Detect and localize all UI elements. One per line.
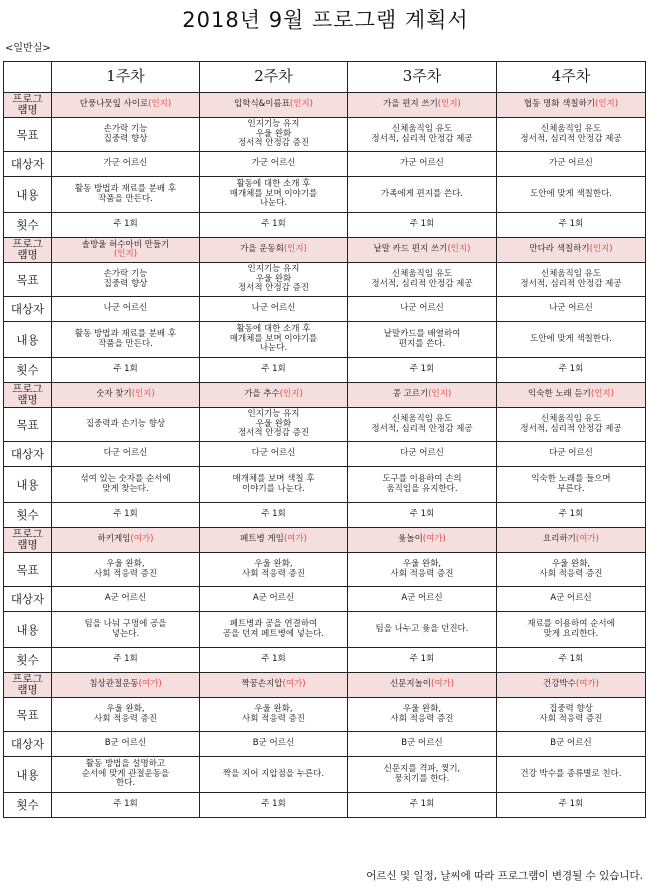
target-label: 대상자 xyxy=(4,732,52,757)
schedule-body xyxy=(4,93,646,818)
count-cell: 주 1회 xyxy=(200,213,348,238)
target-cell: A군 어르신 xyxy=(348,587,497,612)
count-cell: 주 1회 xyxy=(52,648,200,673)
program-name-cell xyxy=(200,93,348,118)
goal-cell: 우울 완화, 사회 적응력 증진 xyxy=(200,698,348,732)
content-cell: 도구를 이용하여 손의 움직임을 유지한다. xyxy=(348,467,497,503)
goal-label: 목표 xyxy=(4,118,52,152)
count-cell: 주 1회 xyxy=(52,213,200,238)
program-title: 짝꿍손지압 xyxy=(241,679,283,690)
target-row xyxy=(4,732,646,757)
content-cell: 가족에게 편지를 쓴다. xyxy=(348,177,497,213)
program-type: (인지) xyxy=(131,389,155,400)
count-cell: 주 1회 xyxy=(348,213,497,238)
program-name-cell xyxy=(200,528,348,553)
program-title: 신문지놀이 xyxy=(389,679,431,690)
target-cell: 가군 어르신 xyxy=(52,152,200,177)
program-name-row xyxy=(4,93,646,118)
program-title: 가을 추수 xyxy=(244,389,280,400)
corner-cell xyxy=(4,62,52,93)
program-name-cell xyxy=(497,673,646,698)
goal-cell: 손가락 기능 집중력 향상 xyxy=(52,118,200,152)
program-name-row xyxy=(4,383,646,408)
program-name-label: 프로그 램명 xyxy=(4,383,52,408)
goal-label: 목표 xyxy=(4,263,52,297)
goal-cell: 우울 완화, 사회 적응력 증진 xyxy=(348,698,497,732)
program-name-cell xyxy=(348,238,497,263)
content-label: 내용 xyxy=(4,322,52,358)
goal-cell: 인지기능 유지 우울 완화 정서적 안정감 증진 xyxy=(200,408,348,442)
count-row xyxy=(4,793,646,818)
program-name-row xyxy=(4,673,646,698)
program-name-label: 프로그 램명 xyxy=(4,528,52,553)
goal-cell: 인지기능 유지 우울 완화 정서적 안정감 증진 xyxy=(200,118,348,152)
target-cell: 나군 어르신 xyxy=(348,297,497,322)
count-row xyxy=(4,358,646,383)
page-title: 2018년 9월 프로그램 계획서 xyxy=(182,8,469,32)
target-cell: 가군 어르신 xyxy=(200,152,348,177)
count-cell: 주 1회 xyxy=(348,358,497,383)
count-cell: 주 1회 xyxy=(200,503,348,528)
content-cell: 활동 방법을 설명하고 순서에 맞게 관절운동을 한다. xyxy=(52,757,200,793)
program-type: (여가) xyxy=(575,679,599,690)
program-name-cell xyxy=(348,383,497,408)
count-cell: 주 1회 xyxy=(497,793,646,818)
count-cell: 주 1회 xyxy=(497,358,646,383)
goal-row xyxy=(4,408,646,442)
count-row xyxy=(4,213,646,238)
program-title: 협동 명화 색칠하기 xyxy=(523,99,596,110)
program-name-cell xyxy=(52,238,200,263)
target-row xyxy=(4,587,646,612)
program-name-cell xyxy=(52,383,200,408)
program-name-cell xyxy=(200,238,348,263)
count-label: 횟수 xyxy=(4,648,52,673)
content-cell: 페트병과 공을 연결하여 공을 던져 페트병에 넣는다. xyxy=(200,612,348,648)
target-label: 대상자 xyxy=(4,587,52,612)
content-row xyxy=(4,177,646,213)
program-name-cell xyxy=(52,528,200,553)
program-title: 요리하기 xyxy=(543,534,576,545)
program-type: (여가) xyxy=(283,534,307,545)
content-label: 내용 xyxy=(4,177,52,213)
target-cell: A군 어르신 xyxy=(200,587,348,612)
program-type: (인지) xyxy=(283,244,307,255)
goal-cell: 집중력과 손기능 향상 xyxy=(52,408,200,442)
count-label: 횟수 xyxy=(4,213,52,238)
target-cell: 가군 어르신 xyxy=(497,152,646,177)
program-name-cell xyxy=(200,673,348,698)
goal-cell: 우울 완화, 사회 적응력 증진 xyxy=(348,553,497,587)
count-cell: 주 1회 xyxy=(52,358,200,383)
content-cell: 팀을 나누고 윷을 던진다. xyxy=(348,612,497,648)
count-cell: 주 1회 xyxy=(348,793,497,818)
program-title: 페트병 게임 xyxy=(240,534,284,545)
target-cell: 가군 어르신 xyxy=(348,152,497,177)
content-cell: 짝을 지어 지압점을 누른다. xyxy=(200,757,348,793)
content-cell: 도안에 맞게 색칠한다. xyxy=(497,322,646,358)
goal-cell: 인지기능 유지 우울 완화 정서적 안정감 증진 xyxy=(200,263,348,297)
program-name-row xyxy=(4,528,646,553)
program-name-label: 프로그 램명 xyxy=(4,93,52,118)
count-label: 횟수 xyxy=(4,358,52,383)
count-row xyxy=(4,648,646,673)
program-type: (여가) xyxy=(575,534,599,545)
program-type: (여가) xyxy=(130,534,154,545)
content-row xyxy=(4,322,646,358)
program-name-cell xyxy=(497,93,646,118)
program-type: (여가) xyxy=(138,679,162,690)
program-type: (여가) xyxy=(431,679,455,690)
program-type: (인지) xyxy=(595,99,619,110)
goal-label: 목표 xyxy=(4,408,52,442)
content-label: 내용 xyxy=(4,467,52,503)
program-type: (인지) xyxy=(590,389,614,400)
program-title: 침상관절운동 xyxy=(89,679,139,690)
week-header-row xyxy=(4,62,646,93)
program-type: (여가) xyxy=(282,679,306,690)
target-row xyxy=(4,152,646,177)
program-type: (여가) xyxy=(422,534,446,545)
goal-cell: 우울 완화, 사회 적응력 증진 xyxy=(497,553,646,587)
target-row xyxy=(4,442,646,467)
content-cell: 재료를 이용하여 순서에 맞게 요리한다. xyxy=(497,612,646,648)
content-cell: 익숙한 노래를 들으며 부른다. xyxy=(497,467,646,503)
goal-row xyxy=(4,263,646,297)
goal-cell: 우울 완화, 사회 적응력 증진 xyxy=(200,553,348,587)
goal-cell: 신체움직임 유도 정서적, 심리적 안정감 제공 xyxy=(348,408,497,442)
program-title: 숫자 찾기 xyxy=(96,389,132,400)
count-label: 횟수 xyxy=(4,793,52,818)
program-name-cell xyxy=(52,673,200,698)
program-title: 입학식&이름표 xyxy=(234,99,290,110)
target-label: 대상자 xyxy=(4,152,52,177)
goal-row xyxy=(4,553,646,587)
week-4-header: 4주차 xyxy=(497,62,646,93)
program-title: 익숙한 노래 듣기 xyxy=(528,389,591,400)
content-cell: 도안에 맞게 색칠한다. xyxy=(497,177,646,213)
goal-cell: 신체움직임 유도 정서적, 심리적 안정감 제공 xyxy=(497,118,646,152)
footer-note: 어르신 및 일정, 날씨에 따라 프로그램이 변경될 수 있습니다. xyxy=(366,870,643,882)
program-title: 단풍나뭇잎 사이로 xyxy=(79,99,149,110)
program-name-cell xyxy=(348,673,497,698)
content-cell: 낱말카드를 배열하여 편지를 쓴다. xyxy=(348,322,497,358)
program-title: 낱말 카드 편지 쓰기 xyxy=(373,244,448,255)
count-cell: 주 1회 xyxy=(497,503,646,528)
goal-cell: 신체움직임 유도 정서적, 심리적 안정감 제공 xyxy=(497,263,646,297)
goal-cell: 신체움직임 유도 정서적, 심리적 안정감 제공 xyxy=(348,263,497,297)
program-name-cell xyxy=(348,528,497,553)
content-cell: 섞여 있는 숫자를 순서에 맞게 찾는다. xyxy=(52,467,200,503)
target-label: 대상자 xyxy=(4,442,52,467)
program-type: (인지) xyxy=(289,99,313,110)
target-cell: B군 어르신 xyxy=(200,732,348,757)
count-cell: 주 1회 xyxy=(497,648,646,673)
count-cell: 주 1회 xyxy=(52,793,200,818)
target-cell: 다군 어르신 xyxy=(52,442,200,467)
goal-cell: 집중력 향상 사회 적응력 증진 xyxy=(497,698,646,732)
target-cell: 다군 어르신 xyxy=(348,442,497,467)
content-label: 내용 xyxy=(4,612,52,648)
week-2-header: 2주차 xyxy=(200,62,348,93)
program-type: (인지) xyxy=(428,389,452,400)
program-name-cell xyxy=(348,93,497,118)
program-name-label: 프로그 램명 xyxy=(4,238,52,263)
content-cell: 팀을 나눠 구멍에 공을 넣는다. xyxy=(52,612,200,648)
goal-cell: 우울 완화, 사회 적응력 증진 xyxy=(52,553,200,587)
content-label: 내용 xyxy=(4,757,52,793)
program-type: (인지) xyxy=(589,244,613,255)
count-label: 횟수 xyxy=(4,503,52,528)
content-cell: 건강 박수를 종류별로 친다. xyxy=(497,757,646,793)
program-type: (인지) xyxy=(113,249,138,259)
count-cell: 주 1회 xyxy=(348,503,497,528)
count-cell: 주 1회 xyxy=(200,648,348,673)
target-label: 대상자 xyxy=(4,297,52,322)
week-1-header: 1주차 xyxy=(52,62,200,93)
content-row xyxy=(4,757,646,793)
program-title: 윷놀이 xyxy=(398,534,423,545)
program-title: 솔방울 허수아비 만들기 xyxy=(81,239,170,250)
goal-cell: 신체움직임 유도 정서적, 심리적 안정감 제공 xyxy=(348,118,497,152)
program-name-cell xyxy=(497,528,646,553)
goal-cell: 손가락 기능 집중력 향상 xyxy=(52,263,200,297)
target-cell: B군 어르신 xyxy=(52,732,200,757)
program-type: (인지) xyxy=(279,389,303,400)
program-type: (인지) xyxy=(437,99,461,110)
program-name-cell xyxy=(497,238,646,263)
goal-row xyxy=(4,118,646,152)
content-cell: 활동 방법과 재료를 분배 후 작품을 만든다. xyxy=(52,322,200,358)
target-cell: 나군 어르신 xyxy=(52,297,200,322)
week-3-header: 3주차 xyxy=(348,62,497,93)
count-cell: 주 1회 xyxy=(497,213,646,238)
program-type: (인지) xyxy=(148,99,172,110)
target-cell: 나군 어르신 xyxy=(497,297,646,322)
content-cell: 매개체를 보며 색칠 후 이야기를 나눈다. xyxy=(200,467,348,503)
count-cell: 주 1회 xyxy=(200,793,348,818)
content-cell: 활동에 대한 소개 후 매개체를 보며 이야기를 나눈다. xyxy=(200,177,348,213)
goal-label: 목표 xyxy=(4,698,52,732)
content-cell: 활동에 대한 소개 후 매개체를 보며 이야기를 나눈다. xyxy=(200,322,348,358)
count-cell: 주 1회 xyxy=(348,648,497,673)
program-title: 하키게임 xyxy=(97,534,131,545)
goal-row xyxy=(4,698,646,732)
count-cell: 주 1회 xyxy=(200,358,348,383)
program-title: 콩 고르기 xyxy=(392,389,429,400)
content-cell: 활동 방법과 재료를 분배 후 작품을 만든다. xyxy=(52,177,200,213)
target-cell: 나군 어르신 xyxy=(200,297,348,322)
program-type: (인지) xyxy=(447,244,471,255)
goal-cell: 우울 완화, 사회 적응력 증진 xyxy=(52,698,200,732)
target-row xyxy=(4,297,646,322)
target-cell: A군 어르신 xyxy=(497,587,646,612)
content-row xyxy=(4,612,646,648)
target-cell: B군 어르신 xyxy=(497,732,646,757)
program-name-cell xyxy=(200,383,348,408)
content-cell: 신문지를 격파, 찢기, 뭉치기를 한다. xyxy=(348,757,497,793)
target-cell: B군 어르신 xyxy=(348,732,497,757)
goal-cell: 신체움직임 유도 정서적, 심리적 안정감 제공 xyxy=(497,408,646,442)
program-title: 만다라 색칠하기 xyxy=(529,244,590,255)
target-cell: A군 어르신 xyxy=(52,587,200,612)
program-title: 가을 편지 쓰기 xyxy=(383,99,438,110)
count-row xyxy=(4,503,646,528)
content-row xyxy=(4,467,646,503)
room-label: <일반실> xyxy=(5,43,51,54)
program-name-label: 프로그 램명 xyxy=(4,673,52,698)
goal-label: 목표 xyxy=(4,553,52,587)
count-cell: 주 1회 xyxy=(52,503,200,528)
target-cell: 다군 어르신 xyxy=(200,442,348,467)
program-name-cell xyxy=(52,93,200,118)
program-title: 가을 운동회 xyxy=(240,244,284,255)
target-cell: 다군 어르신 xyxy=(497,442,646,467)
program-name-row xyxy=(4,238,646,263)
program-title: 건강박수 xyxy=(543,679,576,690)
program-schedule-table xyxy=(3,61,646,818)
program-name-cell xyxy=(497,383,646,408)
